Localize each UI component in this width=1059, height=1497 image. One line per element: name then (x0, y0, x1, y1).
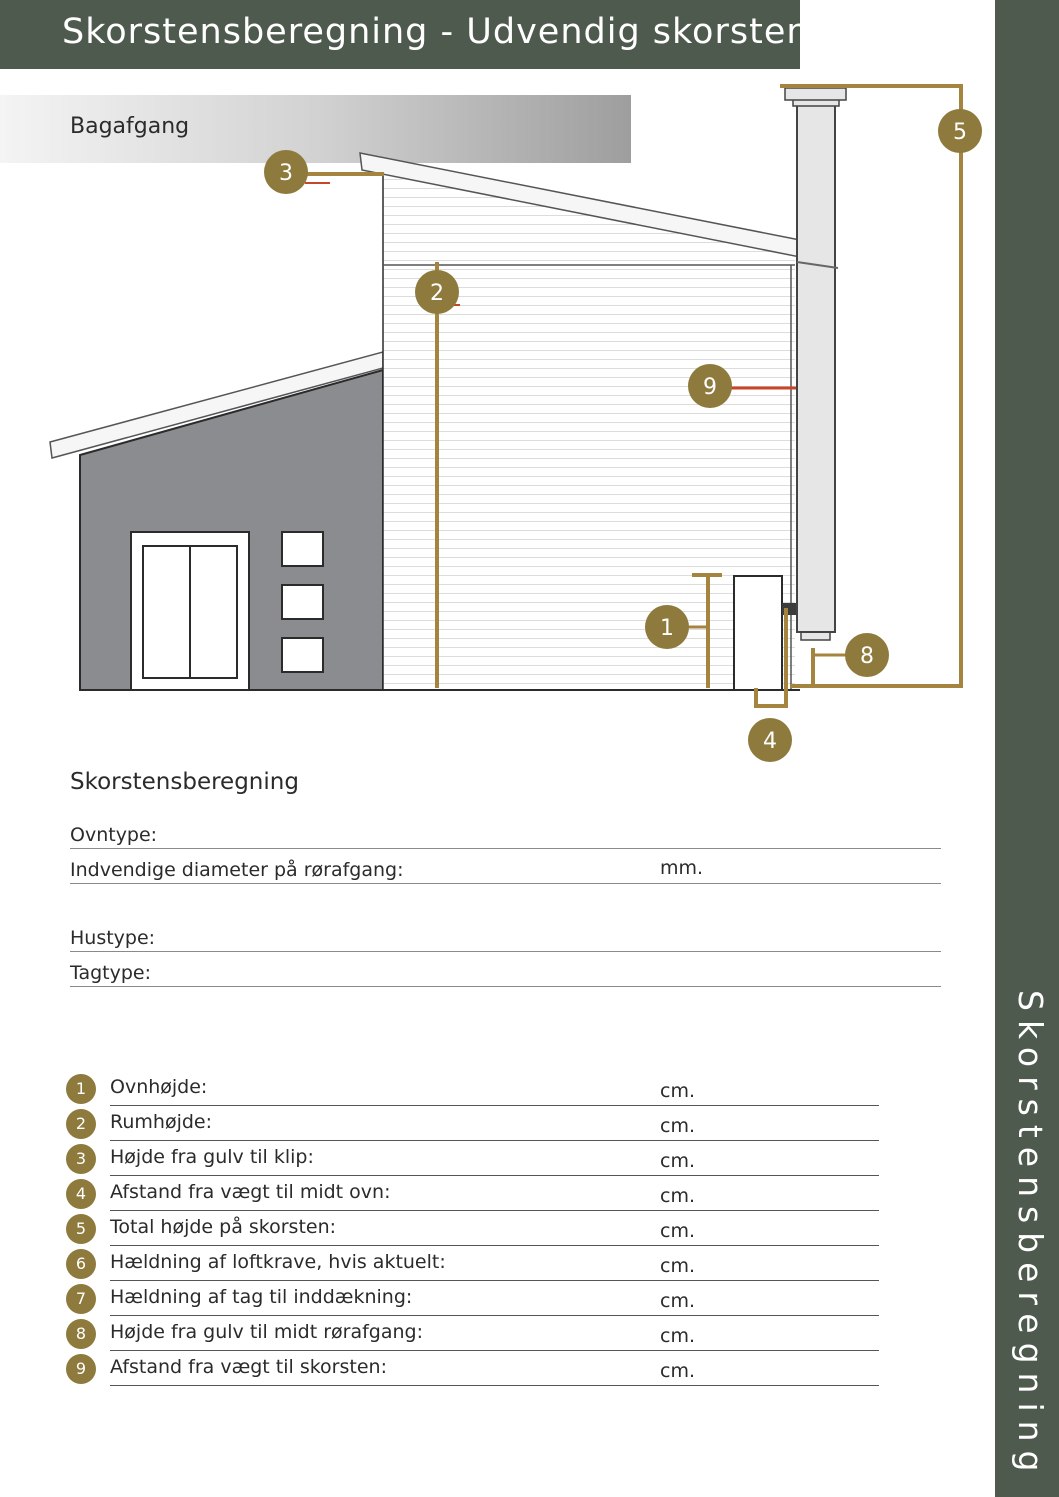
field-tagtype[interactable] (70, 956, 941, 987)
measurement-row[interactable] (66, 1107, 879, 1141)
measurement-row[interactable] (66, 1282, 879, 1316)
measurement-row[interactable] (66, 1177, 879, 1211)
field-diameter[interactable] (70, 853, 941, 884)
measurement-number-badge: 4 (66, 1179, 96, 1209)
measurement-number-badge: 8 (66, 1319, 96, 1349)
upper-gable-wall (383, 176, 795, 265)
subheader-label: Bagafgang (70, 114, 190, 139)
field-unit: mm. (660, 857, 704, 879)
marker-9 (688, 364, 732, 408)
marker-1-number: 1 (660, 616, 674, 641)
measurement-line (110, 1175, 879, 1176)
marker-5-number: 5 (953, 120, 967, 145)
measurement-unit: cm. (660, 1115, 695, 1137)
measurement-unit: cm. (660, 1150, 695, 1172)
measurement-unit: cm. (660, 1185, 695, 1207)
door-left-panel (143, 546, 190, 678)
measurement-label: Afstand fra vægt til midt ovn: (110, 1181, 391, 1203)
measurement-label: Højde fra gulv til klip: (110, 1146, 314, 1168)
measurement-label: Rumhøjde: (110, 1111, 212, 1133)
side-bar-label: Skorstensberegning (1011, 990, 1050, 1481)
measurement-unit: cm. (660, 1255, 695, 1277)
chimney-base-ring (801, 632, 830, 640)
measurement-line (110, 1245, 879, 1246)
measurement-unit: cm. (660, 1220, 695, 1242)
measurement-number-badge: 3 (66, 1144, 96, 1174)
measurement-number-badge: 5 (66, 1214, 96, 1244)
measurement-label: Hældning af loftkrave, hvis aktuelt: (110, 1251, 446, 1273)
measurement-number-badge: 9 (66, 1354, 96, 1384)
measurement-line (110, 1385, 879, 1386)
window-bottom (282, 638, 323, 672)
measurement-row[interactable] (66, 1072, 879, 1106)
marker-4 (748, 718, 792, 762)
stove (734, 576, 782, 690)
measurement-number-badge: 1 (66, 1074, 96, 1104)
marker-8-number: 8 (860, 644, 874, 669)
measurement-line (110, 1280, 879, 1281)
measurement-number-badge: 7 (66, 1284, 96, 1314)
measurement-number-badge: 2 (66, 1109, 96, 1139)
marker-2-number: 2 (430, 281, 444, 306)
measurement-row[interactable] (66, 1247, 879, 1281)
field-ovntype[interactable] (70, 818, 941, 849)
house-diagram (0, 60, 995, 780)
window-middle (282, 585, 323, 619)
measurement-number-badge: 6 (66, 1249, 96, 1279)
measurement-label: Total højde på skorsten: (110, 1216, 337, 1238)
chimney-cap (785, 88, 846, 100)
marker-3-number: 3 (279, 161, 293, 186)
measurement-line (110, 1105, 879, 1106)
marker-9-number: 9 (703, 375, 717, 400)
marker-2 (415, 270, 459, 314)
measurement-label: Hældning af tag til inddækning: (110, 1286, 413, 1308)
marker-3 (264, 150, 308, 194)
measurement-row[interactable] (66, 1317, 879, 1351)
measurement-row[interactable] (66, 1212, 879, 1246)
measurement-label: Afstand fra vægt til skorsten: (110, 1356, 387, 1378)
chimney-pipe (797, 104, 835, 632)
marker-8 (845, 633, 889, 677)
page-title: Skorstensberegning - Udvendig skorsten (62, 12, 810, 52)
calculation-title: Skorstensberegning (70, 769, 299, 795)
measurement-unit: cm. (660, 1325, 695, 1347)
field-label: Indvendige diameter på rørafgang: (70, 859, 404, 881)
marker-5 (938, 109, 982, 153)
field-label: Ovntype: (70, 824, 158, 846)
field-label: Tagtype: (70, 962, 152, 984)
measurement-line (110, 1350, 879, 1351)
measurement-unit: cm. (660, 1080, 695, 1102)
measurement-line (110, 1315, 879, 1316)
measurement-label: Højde fra gulv til midt rørafgang: (110, 1321, 423, 1343)
door-right-panel (190, 546, 237, 678)
measurement-line (110, 1140, 879, 1141)
field-hustype[interactable] (70, 921, 941, 952)
marker-1 (645, 605, 689, 649)
measurement-row[interactable] (66, 1352, 879, 1386)
measurement-unit: cm. (660, 1360, 695, 1382)
measurement-row[interactable] (66, 1142, 879, 1176)
marker-4-number: 4 (763, 729, 777, 754)
field-label: Hustype: (70, 927, 156, 949)
measurement-unit: cm. (660, 1290, 695, 1312)
measurement-line (110, 1210, 879, 1211)
window-top (282, 532, 323, 566)
measurement-label: Ovnhøjde: (110, 1076, 208, 1098)
